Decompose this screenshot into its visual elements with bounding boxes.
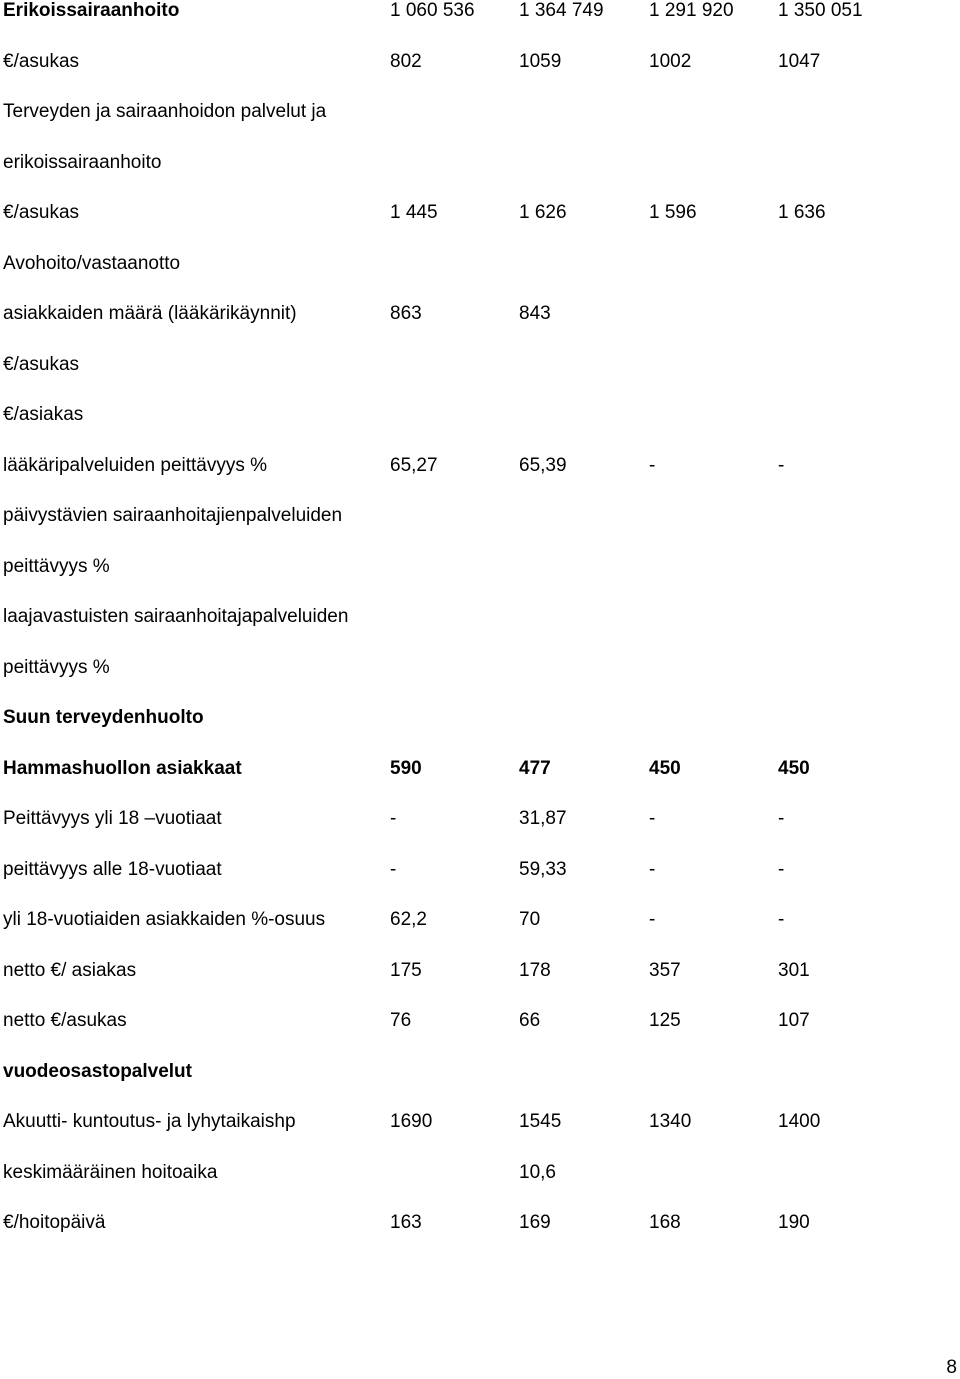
- row-value-1: 1690: [390, 1111, 433, 1132]
- row-value-2: 10,6: [519, 1161, 556, 1183]
- table-row: [3, 758, 953, 809]
- row-label: päivystävien sairaanhoitajienpalveluiden: [3, 505, 343, 526]
- table-row: [3, 505, 953, 556]
- row-value-3: 1 596: [649, 202, 697, 223]
- page-number: 8: [946, 1357, 957, 1378]
- row-value-4: -: [778, 909, 785, 930]
- table-row: [3, 1162, 953, 1213]
- row-label: lääkäripalveluiden peittävyys %: [3, 454, 268, 476]
- row-label: €/asukas: [3, 353, 80, 375]
- row-value-3: 1002: [649, 50, 692, 72]
- row-value-2: 1059: [519, 50, 562, 72]
- table-row: [3, 404, 953, 455]
- table-row: [3, 606, 953, 657]
- row-value-1: 802: [390, 50, 422, 72]
- table-row: [3, 0, 953, 51]
- table-row: [3, 354, 953, 405]
- row-value-2: 1 364 749: [519, 0, 604, 21]
- row-value-1: 163: [390, 1212, 422, 1233]
- table-row: [3, 51, 953, 102]
- data-table: [3, 0, 953, 1263]
- row-value-3: -: [649, 808, 656, 829]
- row-value-2: 178: [519, 959, 551, 981]
- row-label: keskimääräinen hoitoaika: [3, 1161, 218, 1183]
- row-label: €/asukas: [3, 202, 80, 223]
- row-value-4: -: [778, 858, 785, 880]
- row-label: netto €/asukas: [3, 1010, 127, 1031]
- row-label: Erikoissairaanhoito: [3, 0, 180, 21]
- row-value-3: 357: [649, 959, 681, 981]
- row-label: Peittävyys yli 18 –vuotiaat: [3, 808, 222, 829]
- row-label: Akuutti- kuntoutus- ja lyhytaikaishp: [3, 1111, 296, 1132]
- row-value-2: 843: [519, 303, 551, 324]
- row-value-2: 66: [519, 1010, 541, 1031]
- row-value-3: -: [649, 858, 656, 880]
- row-value-2: 65,39: [519, 454, 567, 476]
- row-value-2: 1545: [519, 1111, 562, 1132]
- row-label: €/asiakas: [3, 404, 84, 425]
- row-value-1: 1 445: [390, 202, 438, 223]
- table-row: [3, 303, 953, 354]
- row-value-4: 1400: [778, 1111, 821, 1132]
- row-value-1: -: [390, 808, 397, 829]
- row-value-1: 62,2: [390, 909, 427, 930]
- row-value-2: 477: [519, 757, 551, 779]
- row-value-1: -: [390, 858, 397, 880]
- table-row: [3, 152, 953, 203]
- table-row: [3, 1212, 953, 1263]
- row-label: laajavastuisten sairaanhoitajapalveluiden: [3, 606, 349, 627]
- row-value-3: -: [649, 454, 656, 476]
- row-value-1: 863: [390, 303, 422, 324]
- row-label: peittävyys alle 18-vuotiaat: [3, 858, 222, 880]
- row-value-1: 590: [390, 757, 422, 779]
- row-label: erikoissairaanhoito: [3, 151, 162, 173]
- row-value-1: 1 060 536: [390, 0, 475, 21]
- table-row: [3, 909, 953, 960]
- row-value-3: 125: [649, 1010, 681, 1031]
- row-label: asiakkaiden määrä (lääkärikäynnit): [3, 303, 297, 324]
- table-row: [3, 657, 953, 708]
- table-row: [3, 556, 953, 607]
- table-row: [3, 859, 953, 910]
- row-value-4: 1 350 051: [778, 0, 863, 21]
- table-row: [3, 253, 953, 304]
- table-row: [3, 707, 953, 758]
- row-value-3: 1340: [649, 1111, 692, 1132]
- table-row: [3, 455, 953, 506]
- table-row: [3, 202, 953, 253]
- row-value-4: 450: [778, 757, 810, 779]
- row-value-2: 31,87: [519, 808, 567, 829]
- table-row: [3, 101, 953, 152]
- row-value-1: 76: [390, 1010, 412, 1031]
- row-value-1: 65,27: [390, 454, 438, 476]
- table-row: [3, 1010, 953, 1061]
- row-value-2: 70: [519, 909, 541, 930]
- row-label: yli 18-vuotiaiden asiakkaiden %-osuus: [3, 909, 326, 930]
- table-row: [3, 1111, 953, 1162]
- row-value-2: 169: [519, 1212, 551, 1233]
- row-label: Avohoito/vastaanotto: [3, 252, 181, 274]
- row-label: Terveyden ja sairaanhoidon palvelut ja: [3, 101, 327, 122]
- row-value-1: 175: [390, 959, 422, 981]
- row-label: Hammashuollon asiakkaat: [3, 757, 242, 779]
- table-row: [3, 1061, 953, 1112]
- row-value-4: -: [778, 454, 785, 476]
- row-value-2: 59,33: [519, 858, 567, 880]
- row-value-3: 1 291 920: [649, 0, 734, 21]
- row-value-4: 1047: [778, 50, 821, 72]
- row-label: vuodeosastopalvelut: [3, 1060, 192, 1082]
- row-label: €/hoitopäivä: [3, 1212, 106, 1233]
- row-value-4: 301: [778, 959, 810, 981]
- row-value-4: 1 636: [778, 202, 826, 223]
- row-label: Suun terveydenhuolto: [3, 707, 204, 728]
- row-value-4: 190: [778, 1212, 810, 1233]
- row-label: peittävyys %: [3, 555, 110, 577]
- row-label: peittävyys %: [3, 656, 110, 678]
- row-label: €/asukas: [3, 50, 80, 72]
- row-value-3: 450: [649, 757, 681, 779]
- row-value-4: 107: [778, 1010, 810, 1031]
- table-row: [3, 808, 953, 859]
- row-value-3: 168: [649, 1212, 681, 1233]
- row-label: netto €/ asiakas: [3, 959, 137, 981]
- row-value-3: -: [649, 909, 656, 930]
- row-value-4: -: [778, 808, 785, 829]
- table-row: [3, 960, 953, 1011]
- row-value-2: 1 626: [519, 202, 567, 223]
